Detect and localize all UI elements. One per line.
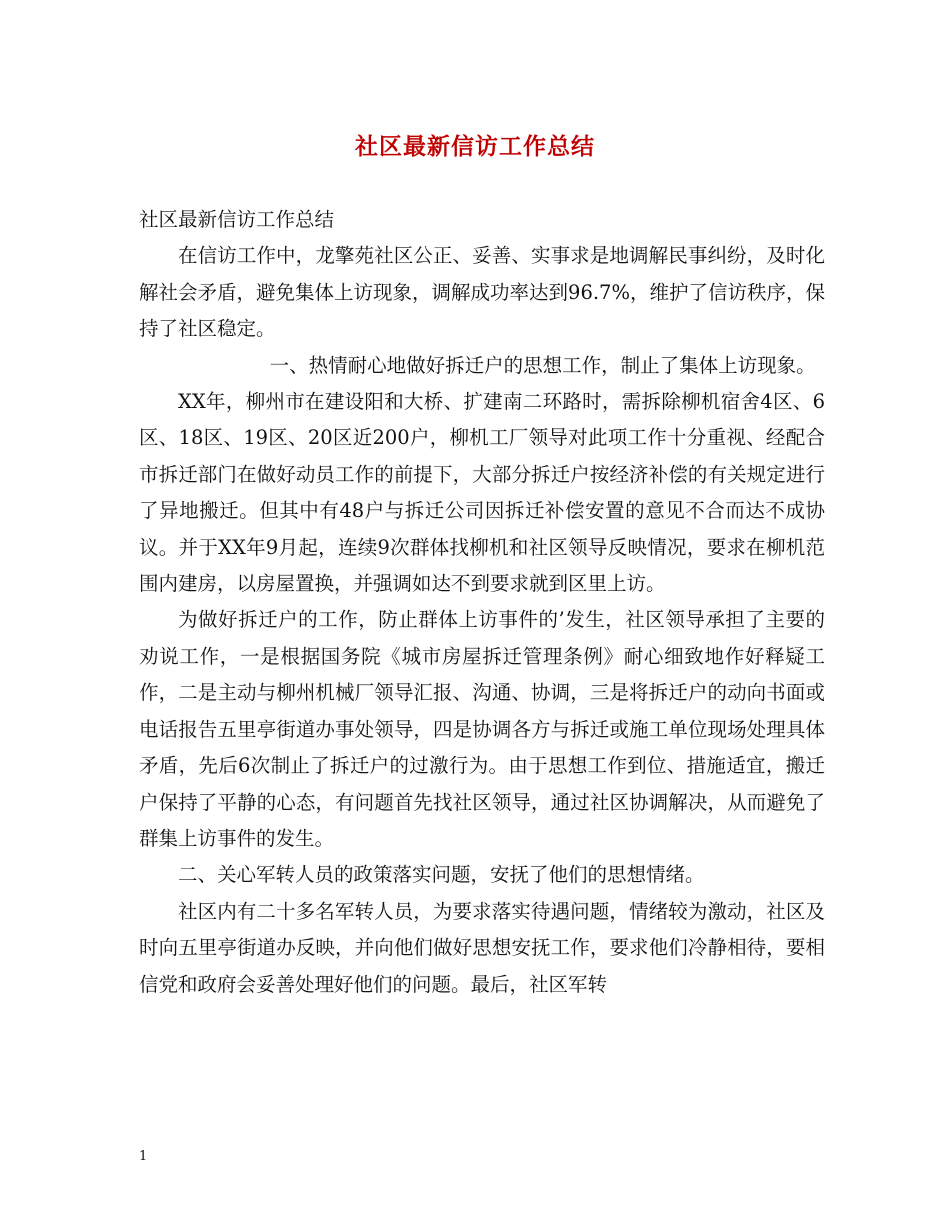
subtitle-paragraph: 社区最新信访工作总结: [139, 208, 335, 231]
section-heading-1: 一、热情耐心地做好拆迁户的思想工作，制止了集体上访现象。: [269, 353, 816, 377]
intro-paragraph: 在信访工作中，龙擎苑社区公正、妥善、实事求是地调解民事纠纷，及时化解社会矛盾，避免集体上访现象，调解成功率达到96.7%，维护了信访秩序，保持了社区稳定。: [139, 244, 825, 341]
page-number: 1: [139, 1149, 148, 1164]
document-title: 社区最新信访工作总结: [355, 133, 595, 160]
body-paragraph: 为做好拆迁户的工作，防止群体上访事件的’发生，社区领导承担了主要的劝说工作，一是根据国务院《城市房屋拆迁管理条例》耐心细致地作好释疑工作，二是主动与柳州机械厂领导汇报、沟通、协调，三是将拆迁户的动向书面或电话报告五里亭街道办事处领导，四是协调各方与拆迁或施工单位现场处理具体矛盾，先后6次制止了拆迁户的过激行为。由于思想工作到位、措施适宜，搬迁户保持了平静的心态，有问题首先找社区领导，通过社区协调解决，从而避免了群集上访事件的发生。: [139, 608, 825, 850]
section-heading-2: 二、关心军转人员的政策落实问题，安抚了他们的思想情绪。: [178, 863, 705, 887]
body-paragraph: XX年，柳州市在建设阳和大桥、扩建南二环路时，需拆除柳机宿舍4区、6区、18区、19区、20区近200户，柳机工厂领导对此项工作十分重视、经配合市拆迁部门在做好动员工作的前提下，大部分拆迁户按经济补偿的有关规定进行了异地搬迁。但其中有48户与拆迁公司因拆迁补偿安置的意见不合而达不成协议。并于XX年9月起，连续9次群体找柳机和社区领导反映情况，要求在柳机范围内建房，以房屋置换，并强调如达不到要求就到区里上访。: [139, 390, 825, 596]
body-paragraph: 社区内有二十多名军转人员，为要求落实待遇问题，情绪较为激动，社区及时向五里亭街道办反映，并向他们做好思想安抚工作，要求他们冷静相待，要相信党和政府会妥善处理好他们的问题。最后，社区军转: [139, 899, 825, 996]
document-body: [139, 202, 825, 1003]
